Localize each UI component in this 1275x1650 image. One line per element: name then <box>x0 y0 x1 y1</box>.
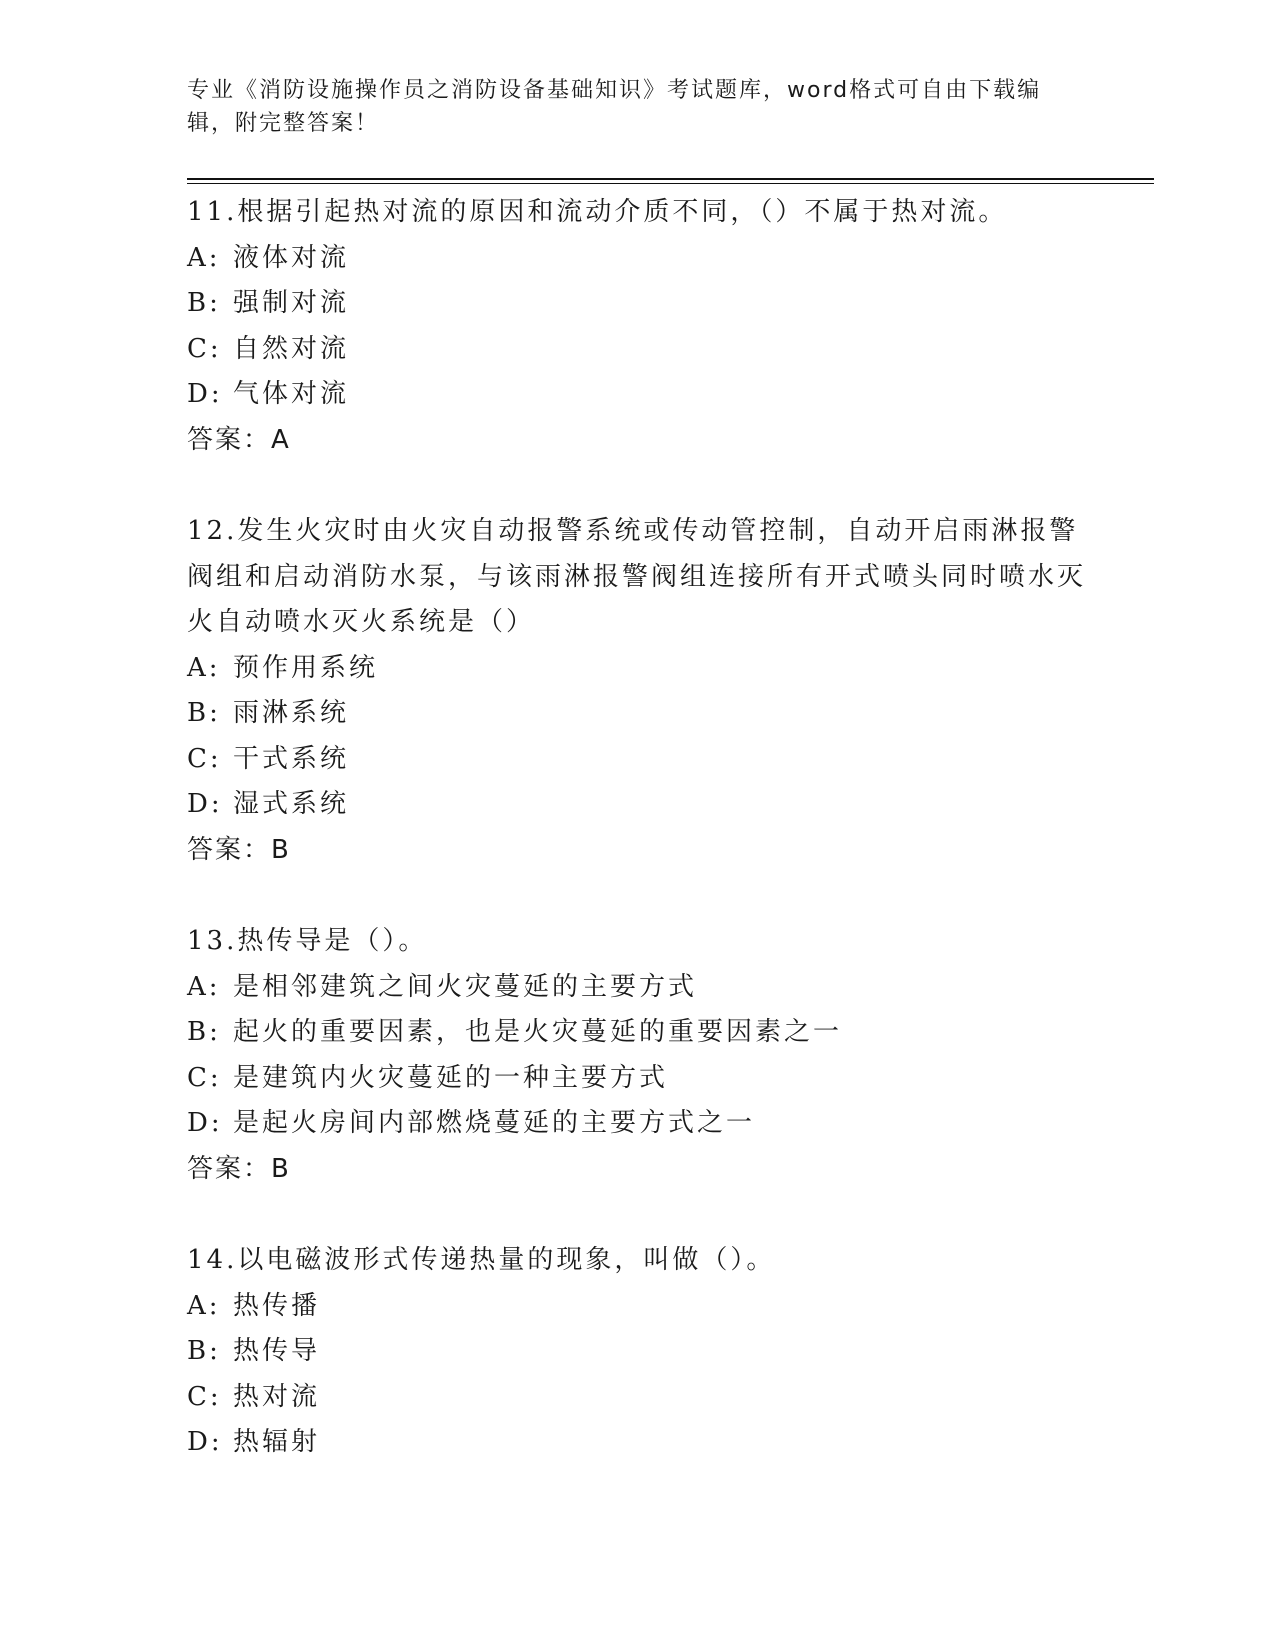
question-14 <box>187 1238 1087 1466</box>
question-stem <box>187 919 1087 965</box>
option-text: 雨淋系统 <box>233 698 350 728</box>
question-13 <box>187 919 1087 1192</box>
header-rule-thick <box>187 178 1154 180</box>
question-11 <box>187 190 1087 463</box>
option-letter: D: <box>187 789 223 819</box>
answer-line <box>187 418 1087 464</box>
option-letter: C: <box>187 1062 222 1093</box>
option-letter: B: <box>187 1336 221 1366</box>
option-text: 预作用系统 <box>233 652 379 683</box>
question-text: 根据引起热对流的原因和流动介质不同，（）不属于热对流。 <box>237 197 1008 227</box>
option-letter: D: <box>187 379 223 409</box>
option-text: 是相邻建筑之间火灾蔓延的主要方式 <box>233 971 698 1002</box>
option-letter: D: <box>187 1427 223 1457</box>
question-text: 发生火灾时由火灾自动报警系统或传动管控制，自动开启雨淋报警阀组和启动消防水泵，与该雨淋报警阀组连接所有开式喷头同时喷水灭火自动喷水灭火系统是（） <box>187 516 1087 637</box>
answer-label: 答案： <box>187 424 272 455</box>
answer-value: B <box>271 1153 291 1184</box>
question-text: 以电磁波形式传递热量的现象，叫做（）。 <box>237 1245 776 1275</box>
option-text: 干式系统 <box>233 743 350 774</box>
option-text: 气体对流 <box>233 379 350 409</box>
question-number: 11. <box>187 197 238 227</box>
option-c <box>187 737 1087 783</box>
question-list <box>187 190 1087 1466</box>
option-text: 湿式系统 <box>233 789 350 819</box>
option-letter: C: <box>187 1381 222 1412</box>
option-letter: A: <box>187 971 221 1002</box>
option-d <box>187 1101 1087 1147</box>
question-stem <box>187 509 1087 646</box>
option-b <box>187 1010 1087 1056</box>
option-b <box>187 1329 1087 1375</box>
answer-line <box>187 828 1087 874</box>
option-text: 热辐射 <box>233 1427 321 1457</box>
answer-value: A <box>271 424 291 455</box>
option-letter: A: <box>187 652 221 683</box>
option-d <box>187 782 1087 828</box>
option-text: 热对流 <box>233 1381 321 1412</box>
question-12 <box>187 509 1087 873</box>
question-number: 13. <box>187 926 238 956</box>
question-number: 14. <box>187 1245 238 1275</box>
option-letter: B: <box>187 1017 221 1047</box>
answer-label: 答案： <box>187 1153 272 1184</box>
option-letter: D: <box>187 1108 223 1138</box>
option-text: 热传播 <box>233 1290 321 1321</box>
option-a <box>187 1284 1087 1330</box>
answer-label: 答案： <box>187 834 272 865</box>
option-text: 是起火房间内部燃烧蔓延的主要方式之一 <box>233 1108 756 1138</box>
option-a <box>187 236 1087 282</box>
question-text: 热传导是（）。 <box>237 926 428 956</box>
option-c <box>187 1056 1087 1102</box>
option-b <box>187 281 1087 327</box>
option-letter: C: <box>187 743 222 774</box>
option-letter: A: <box>187 242 221 273</box>
option-c <box>187 327 1087 373</box>
question-stem <box>187 1238 1087 1284</box>
option-b <box>187 691 1087 737</box>
document-header: 专业《消防设施操作员之消防设备基础知识》考试题库，word格式可自由下载编辑，附完整答案！ <box>187 78 1042 136</box>
answer-value: B <box>271 834 291 865</box>
header-rule-thin <box>187 183 1154 184</box>
option-text: 强制对流 <box>233 288 350 318</box>
question-stem <box>187 190 1087 236</box>
option-letter: A: <box>187 1290 221 1321</box>
option-letter: C: <box>187 333 222 364</box>
option-text: 热传导 <box>233 1336 321 1366</box>
option-d <box>187 1420 1087 1466</box>
option-letter: B: <box>187 288 221 318</box>
option-d <box>187 372 1087 418</box>
question-number: 12. <box>187 516 238 546</box>
option-a <box>187 965 1087 1011</box>
option-text: 是建筑内火灾蔓延的一种主要方式 <box>233 1062 669 1093</box>
option-c <box>187 1375 1087 1421</box>
option-text: 液体对流 <box>233 242 350 273</box>
option-text: 起火的重要因素，也是火灾蔓延的重要因素之一 <box>233 1017 843 1047</box>
option-letter: B: <box>187 698 221 728</box>
option-text: 自然对流 <box>233 333 350 364</box>
option-a <box>187 646 1087 692</box>
answer-line <box>187 1147 1087 1193</box>
